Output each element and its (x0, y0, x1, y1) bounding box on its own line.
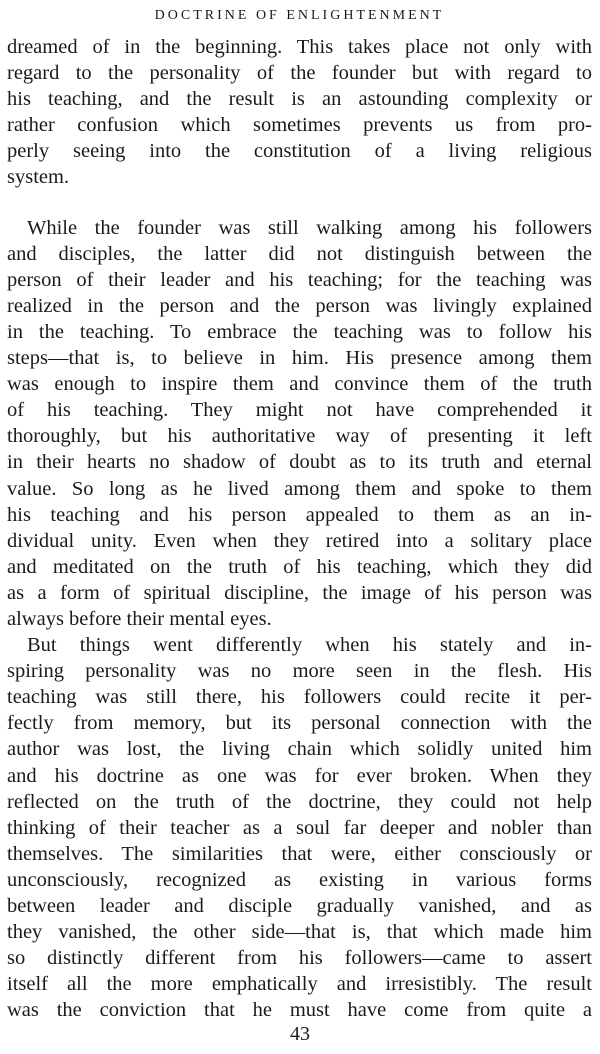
text-line: always before their mental eyes. (7, 607, 272, 630)
text-line: system. (7, 166, 70, 189)
paragraph-3 (7, 632, 592, 1023)
paragraph-2 (7, 215, 592, 633)
text-line: and his doctrine as one was for ever broken. When they (7, 764, 592, 787)
text-line: and meditated on the truth of his teaching, which they did (7, 555, 592, 578)
text-line: While the founder was still walking among his followers (27, 216, 592, 239)
text-line: between leader and disciple gradually vanished, and as (7, 895, 592, 917)
text-line: person of their leader and his teaching; for the teaching was (7, 268, 592, 291)
paragraph-gap (7, 191, 592, 215)
text-line: dreamed of in the beginning. This takes place not only with (7, 36, 592, 58)
text-line: and disciples, the latter did not distinguish between the (7, 242, 592, 265)
text-line: But things went differently when his stately and in- (27, 634, 592, 657)
text-line: his teaching, and the result is an astounding complexity or (7, 88, 592, 111)
text-line: steps—that is, to believe in him. His presence among them (7, 347, 592, 370)
text-line: was enough to inspire them and convince them of the truth (7, 373, 592, 396)
text-line: regard to the personality of the founder but with regard to (7, 62, 592, 85)
text-line: itself all the more emphatically and irresistibly. The result (7, 973, 592, 996)
text-line: author was lost, the living chain which solidly united him (7, 738, 592, 761)
text-line: in the teaching. To embrace the teaching was to follow his (7, 320, 592, 343)
text-line: spiring personality was no more seen in the flesh. His (7, 660, 592, 683)
text-line: value. So long as he lived among them and spoke to them (7, 477, 592, 500)
text-line: so distinctly different from his followers—came to assert (7, 947, 592, 970)
text-line: thinking of their teacher as a soul far deeper and nobler than (7, 816, 592, 839)
text-line: as a form of spiritual discipline, the image of his person was (7, 581, 592, 604)
text-line: thoroughly, but his authoritative way of presenting it left (7, 425, 592, 448)
text-line: in their hearts no shadow of doubt as to its truth and eternal (7, 451, 592, 474)
paragraph-1 (7, 34, 592, 191)
text-line: dividual unity. Even when they retired into a solitary place (7, 529, 592, 552)
text-line: his teaching and his person appealed to them as an in- (7, 503, 592, 526)
body-text (7, 34, 592, 1023)
text-line: perly seeing into the constitution of a living religious (7, 140, 592, 163)
text-line: they vanished, the other side—that is, that which made him (7, 921, 592, 944)
text-line: was the conviction that he must have come from quite a (7, 999, 592, 1022)
text-line: fectly from memory, but its personal connection with the (7, 712, 592, 735)
text-line: realized in the person and the person was livingly explained (7, 294, 592, 317)
running-head: DOCTRINE OF ENLIGHTENMENT (154, 8, 445, 23)
text-line: unconsciously, recognized as existing in various forms (7, 868, 592, 891)
text-line: of his teaching. They might not have comprehended it (7, 399, 592, 422)
text-line: teaching was still there, his followers could recite it per- (7, 686, 592, 709)
text-line: rather confusion which sometimes prevents us from pro- (7, 114, 592, 137)
text-line: reflected on the truth of the doctrine, they could not help (7, 790, 592, 813)
page-number: 43 (290, 1023, 310, 1045)
text-line: themselves. The similarities that were, either consciously or (7, 842, 592, 865)
